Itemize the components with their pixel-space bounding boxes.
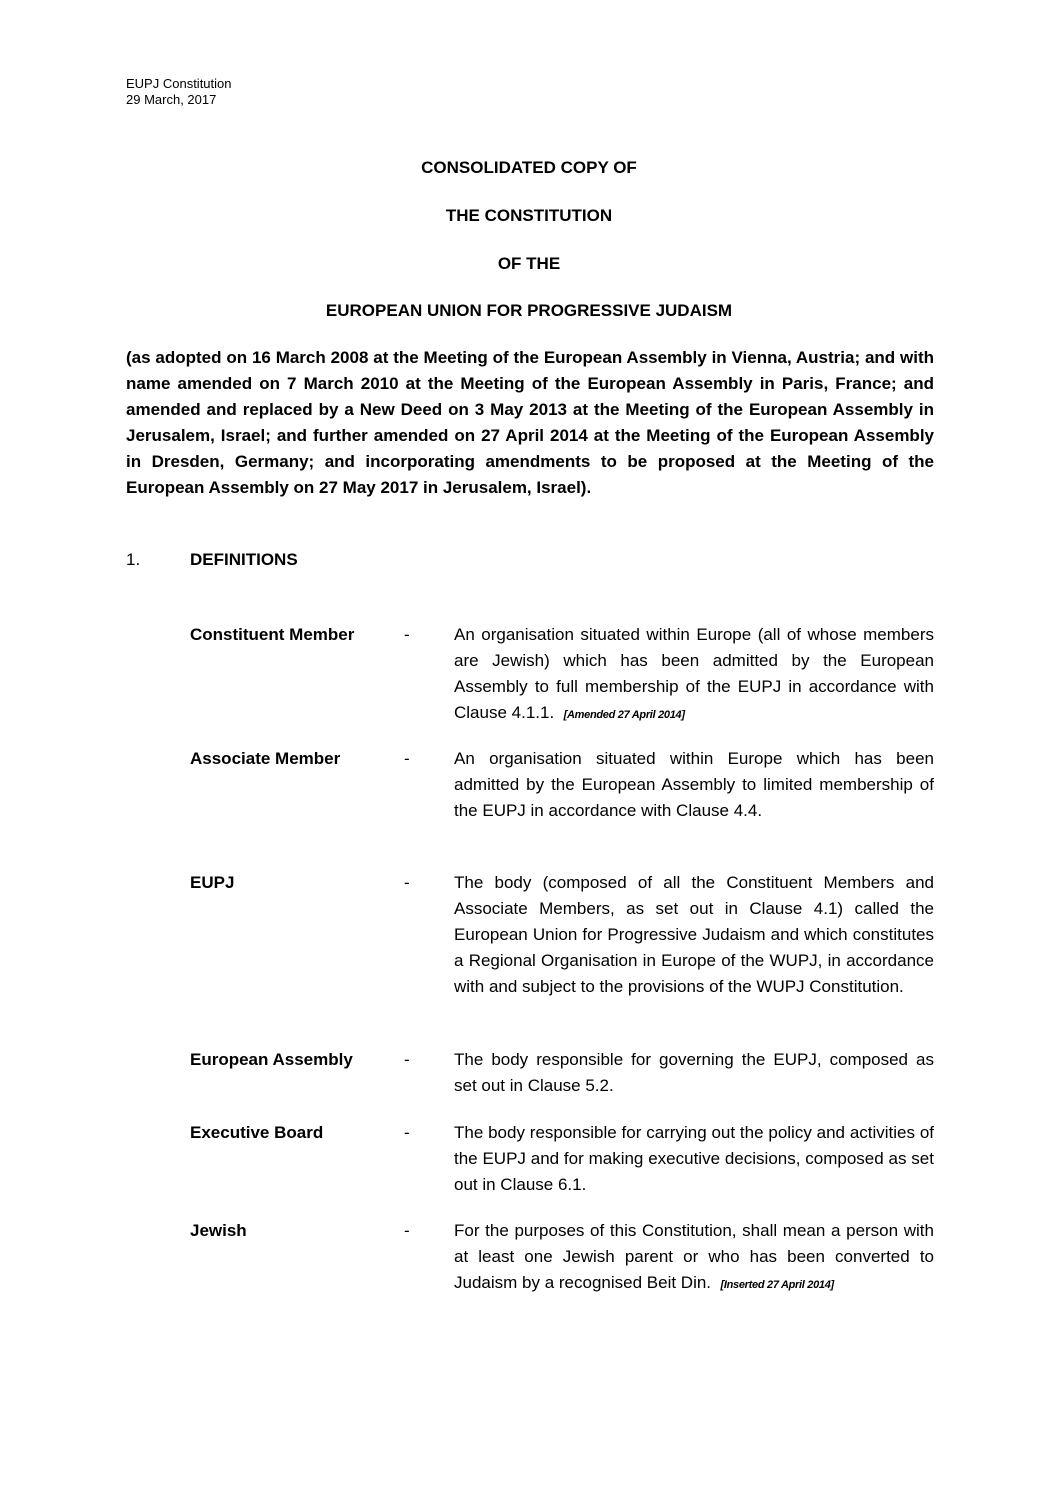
definition-dash: - — [404, 625, 410, 644]
adoption-note: (as adopted on 16 March 2008 at the Meeting of the European Assembly in Vienna, Austria; and with name amended on 7 March 2010 at the Meeting of the European Assembly in Paris, France; and amended and replaced by a New Deed on 3 May 2013 at the Meeting of the European Assembly in Jerusalem, Israel; and further amended on 27 April 2014 at the Meeting of the European Assembly in Dresden, Germany; and incorporating amendments to be proposed at the Meeting of the European Assembly on 27 May 2017 in Jerusalem, Israel). — [126, 348, 934, 497]
definition-text — [454, 746, 934, 824]
document-name: EUPJ Constitution — [126, 76, 232, 91]
section-number: 1. — [126, 550, 141, 569]
definition-dash: - — [404, 1050, 410, 1069]
definition-term: Jewish — [190, 1221, 247, 1240]
definition-body: The body responsible for governing the EUPJ, composed as set out in Clause 5.2. — [454, 1050, 934, 1095]
definition-dash: - — [404, 873, 410, 892]
title-line-3: OF THE — [497, 254, 561, 273]
definition-text — [454, 1120, 934, 1198]
title-line-1: CONSOLIDATED COPY OF — [421, 158, 637, 177]
definition-body: An organisation situated within Europe (all of whose members are Jewish) which has been admitted by the European Assembly to full membership of the EUPJ in accordance with Clause 4.1.1. — [454, 625, 934, 722]
amendment-note: [Inserted 27 April 2014] — [720, 1279, 834, 1291]
document-date: 29 March, 2017 — [126, 92, 217, 107]
definition-body: The body (composed of all the Constituent Members and Associate Members, as set out in Clause 4.1) called the European Union for Progressive Judaism and which constitutes a Regional Organisation in Europe of the WUPJ, in accordance with and subject to the provisions of the WUPJ Constitution. — [454, 873, 934, 996]
definition-dash: - — [404, 749, 410, 768]
document-header — [126, 76, 232, 108]
definition-text — [454, 870, 934, 1000]
definition-body: An organisation situated within Europe which has been admitted by the European Assembly to limited membership of the EUPJ in accordance with Clause 4.4. — [454, 749, 934, 820]
definition-term: Associate Member — [190, 749, 341, 768]
definition-term: Constituent Member — [190, 625, 355, 644]
amendment-note: [Amended 27 April 2014] — [563, 709, 685, 721]
section-title: DEFINITIONS — [190, 550, 298, 569]
definition-text — [454, 1218, 934, 1298]
definition-text — [454, 622, 934, 728]
title-line-4: EUROPEAN UNION FOR PROGRESSIVE JUDAISM — [325, 301, 733, 320]
definition-term: Executive Board — [190, 1123, 324, 1142]
definition-text — [454, 1047, 934, 1099]
title-line-2: THE CONSTITUTION — [445, 206, 613, 225]
definition-term: EUPJ — [190, 873, 235, 892]
definition-dash: - — [404, 1123, 410, 1142]
definition-body: For the purposes of this Constitution, shall mean a person with at least one Jewish parent or who has been converted to Judaism by a recognised Beit Din. — [454, 1221, 934, 1292]
definition-term: European Assembly — [190, 1050, 353, 1069]
definition-body: The body responsible for carrying out the policy and activities of the EUPJ and for making executive decisions, composed as set out in Clause 6.1. — [454, 1123, 934, 1194]
definition-dash: - — [404, 1221, 410, 1240]
